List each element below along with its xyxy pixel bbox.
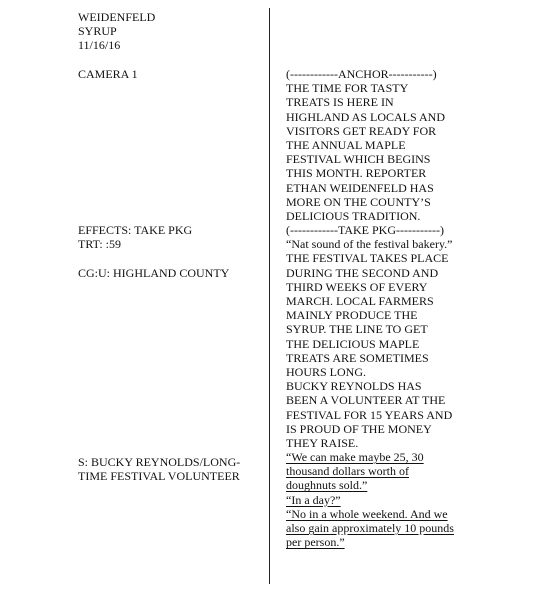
anchor-cue: (------------ANCHOR-----------) [286, 67, 437, 81]
nat-sound-line: “Nat sound of the festival bakery.” [286, 237, 453, 252]
sot-quote-line: “We can make maybe 25, 30 [286, 450, 424, 465]
take-pkg-cue: (------------TAKE PKG-----------) [286, 223, 444, 238]
sot-quote-line: also gain approximately 10 pounds [286, 521, 454, 535]
script-line: THE TIME FOR TASTY [286, 81, 409, 96]
sot-quote-line: thousand dollars worth of [286, 464, 409, 479]
script-line: MORE ON THE COUNTY’S [286, 194, 431, 209]
super-note-line2: TIME FESTIVAL VOLUNTEER [78, 469, 240, 483]
column-divider [269, 8, 270, 584]
trt-note: TRT: :59 [78, 237, 122, 251]
script-line: IS PROUD OF THE MONEY [286, 421, 432, 436]
script-line: BUCKY REYNOLDS HAS [286, 379, 422, 394]
script-line: THE DELICIOUS MAPLE [286, 336, 420, 351]
script-line: HIGHLAND AS LOCALS AND [286, 109, 446, 124]
cg-note: CG:U: HIGHLAND COUNTY [78, 266, 230, 280]
script-line: TREATS IS HERE IN [286, 95, 394, 110]
script-line: MARCH. LOCAL FARMERS [286, 294, 434, 308]
script-line: FESTIVAL FOR 15 YEARS AND [286, 407, 453, 422]
sot-quote-line: doughnuts sold.” [286, 478, 368, 493]
sot-quote-line: per person.” [286, 535, 345, 550]
reporter-name: WEIDENFELD [78, 10, 156, 24]
script-line: FESTIVAL WHICH BEGINS [286, 152, 431, 167]
script-line: THE FESTIVAL TAKES PLACE [286, 251, 449, 266]
effects-note: EFFECTS: TAKE PKG [78, 223, 193, 237]
script-line: THE ANNUAL MAPLE [286, 137, 406, 152]
script-line: THIRD WEEKS OF EVERY [286, 279, 428, 294]
sot-quote-line: “No in a whole weekend. And we [286, 506, 448, 521]
script-header [78, 10, 155, 53]
script-line: HOURS LONG. [286, 364, 367, 379]
script-line: DURING THE SECOND AND [286, 265, 439, 280]
script-line: THEY RAISE. [286, 435, 359, 450]
script-line: TREATS ARE SOMETIMES [286, 350, 429, 365]
script-line: VISITORS GET READY FOR [286, 123, 437, 138]
script-date: 11/16/16 [78, 38, 121, 53]
sot-quote-line: “In a day?” [286, 492, 341, 507]
script-line: ETHAN WEIDENFELD HAS [286, 180, 434, 195]
camera-note: CAMERA 1 [78, 67, 138, 81]
script-line: MAINLY PRODUCE THE [286, 308, 418, 323]
script-line: THIS MONTH. REPORTER [286, 166, 427, 181]
story-slug: SYRUP [78, 24, 117, 39]
super-note-line1: S: BUCKY REYNOLDS/LONG- [78, 455, 241, 469]
script-line: SYRUP. THE LINE TO GET [286, 322, 428, 337]
script-text-column [286, 67, 486, 549]
script-line: DELICIOUS TRADITION. [286, 208, 421, 223]
script-line: BEEN A VOLUNTEER AT THE [286, 393, 446, 408]
